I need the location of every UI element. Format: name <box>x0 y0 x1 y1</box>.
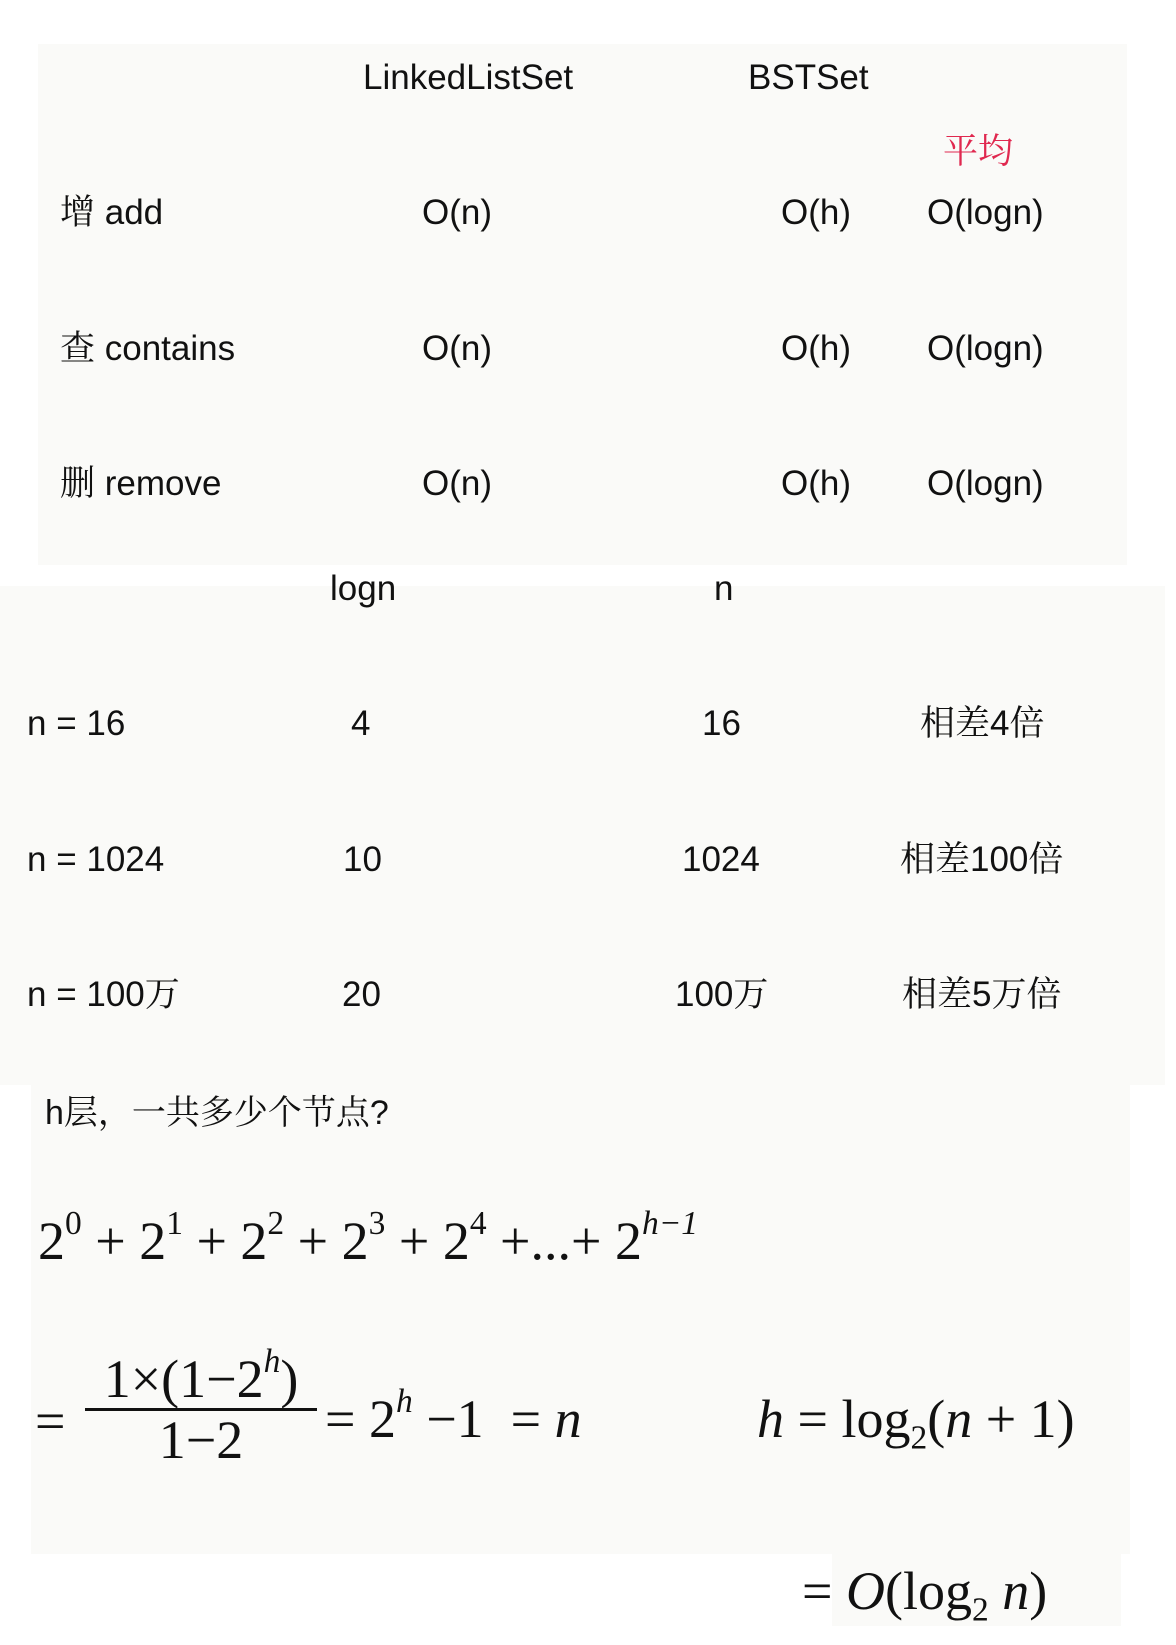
logn-value-n100wan: 20 <box>342 975 381 1014</box>
column-header-bstset: BSTSet <box>748 58 869 97</box>
column-header-logn: logn <box>330 569 397 608</box>
column-header-linkedlistset: LinkedListSet <box>363 58 574 97</box>
bst-add-complexity-avg: O(logn) <box>927 193 1044 232</box>
row-label-n16: n = 16 <box>27 704 126 743</box>
big-o-result-panel <box>802 1554 1121 1629</box>
sum-fraction <box>85 1342 317 1470</box>
linked-remove-complexity: O(n) <box>422 464 492 503</box>
n-value-n1024: 1024 <box>682 840 760 879</box>
logn-value-n16: 4 <box>351 704 371 743</box>
sum-result: = 2$^h$ −1 = n <box>325 1382 582 1449</box>
bst-contains-complexity-h: O(h) <box>781 329 851 368</box>
row-label-n100wan: n = 100万 <box>27 975 180 1014</box>
linked-contains-complexity: O(n) <box>422 329 492 368</box>
diff-n1024: 相差100倍 <box>900 840 1064 879</box>
diff-n16: 相差4倍 <box>920 704 1045 743</box>
fraction-numerator: $1\times(1-2^h)$ <box>103 1342 299 1409</box>
big-o-formula: = $O(\log_2$ n) <box>802 1561 1048 1629</box>
bst-remove-complexity-avg: O(logn) <box>927 464 1044 503</box>
diff-n100wan: 相差5万倍 <box>902 975 1062 1014</box>
linked-add-complexity: O(n) <box>422 193 492 232</box>
op-label-remove: 删 remove <box>60 464 222 503</box>
n-value-n16: 16 <box>702 704 741 743</box>
row-label-n1024: n = 1024 <box>27 840 165 879</box>
height-formula: $h = \log_2(n + 1)$ <box>757 1389 1075 1457</box>
complexity-table-panel <box>38 44 1127 565</box>
op-label-add: 增 add <box>60 193 164 232</box>
bst-remove-complexity-h: O(h) <box>781 464 851 503</box>
bst-add-complexity-h: O(h) <box>781 193 851 232</box>
bst-contains-complexity-avg: O(logn) <box>927 329 1044 368</box>
fraction-denominator: 1−2 <box>158 1409 244 1470</box>
derivation-question: h层，一共多少个节点? <box>45 1094 389 1132</box>
average-label: 平均 <box>943 132 1014 171</box>
op-label-contains: 查 contains <box>60 329 236 368</box>
column-header-n: n <box>714 569 734 608</box>
derivation-panel <box>31 1076 1130 1554</box>
sum-equals: = <box>35 1391 66 1451</box>
comparison-table-panel <box>0 569 1165 1085</box>
geometric-series: $2^0 + 2^1 + 2^2 + 2^3 + 2^4$ +...+ $2^{h-1}$ <box>38 1204 699 1271</box>
logn-value-n1024: 10 <box>343 840 382 879</box>
n-value-n100wan: 100万 <box>675 975 769 1014</box>
